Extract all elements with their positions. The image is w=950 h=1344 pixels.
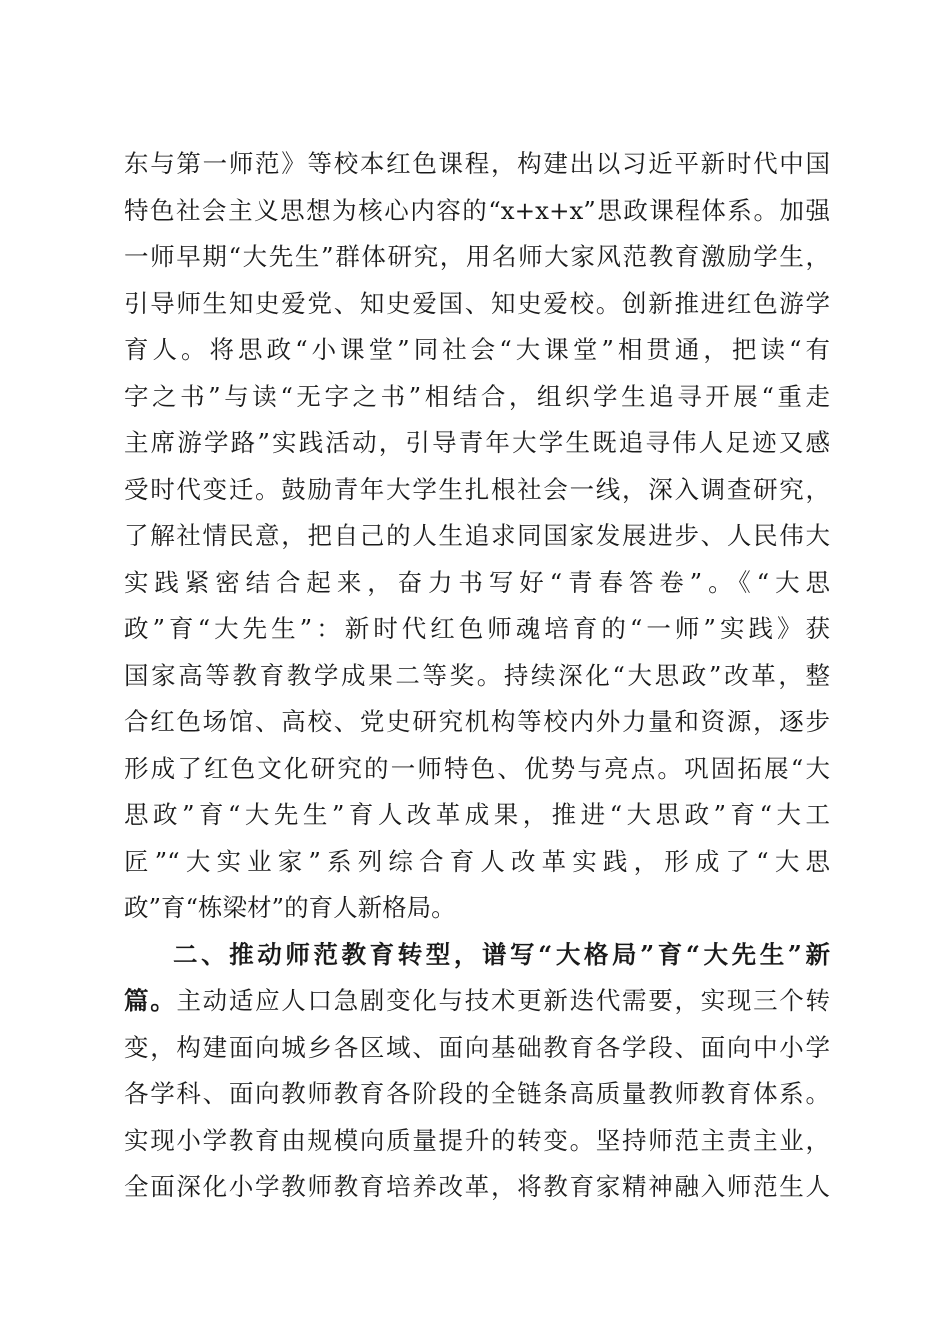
text-line: 受时代变迁。鼓励青年大学生扎根社会一线，深入调查研究， (124, 474, 830, 504)
text-line: 育人。将思政“小课堂”同社会“大课堂”相贯通，把读“有 (124, 335, 830, 364)
text-line: 政”育“大先生”：新时代红色师魂培育的“一师”实践》获 (124, 614, 830, 643)
text-line: 主席游学路”实践活动，引导青年大学生既追寻伟人足迹又感 (124, 428, 830, 457)
text-line: 实践紧密结合起来，奋力书写好“青春答卷”。《“大思 (124, 567, 830, 597)
text-line: 匠”“大实业家”系列综合育人改革实践，形成了“大思 (124, 846, 830, 876)
text-line: 合红色场馆、高校、党史研究机构等校内外力量和资源，逐步 (124, 707, 830, 736)
text-line: 特色社会主义思想为核心内容的“x+x+x”思政课程体系。加强 (124, 195, 830, 225)
text-line: 了解社情民意，把自己的人生追求同国家发展进步、人民伟大 (124, 521, 830, 550)
text-line: 一师早期“大先生”群体研究，用名师大家风范教育激励学生， (124, 242, 830, 271)
text-line: 形成了红色文化研究的一师特色、优势与亮点。巩固拓展“大 (124, 753, 830, 783)
text-line: 实现小学教育由规模向质量提升的转变。坚持师范主责主业， (124, 1125, 830, 1155)
section-heading: 二、推动师范教育转型，谱写“大格局”育“大先生”新 (173, 939, 830, 969)
body-text (124, 141, 830, 1211)
text-line (124, 978, 830, 1025)
text-line: 引导师生知史爱党、知史爱国、知史爱校。创新推进红色游学 (124, 288, 830, 318)
text-line: 思政”育“大先生”育人改革成果，推进“大思政”育“大工 (124, 800, 830, 829)
text-line: 政”育“栋梁材”的育人新格局。 (124, 893, 456, 922)
text-line: 东与第一师范》等校本红色课程，构建出以习近平新时代中国 (124, 149, 830, 178)
text-line: 字之书”与读“无字之书”相结合，组织学生追寻开展“重走 (124, 381, 830, 411)
text-line: 各学科、面向教师教育各阶段的全链条高质量教师教育体系。 (124, 1079, 830, 1108)
text-line: 国家高等教育教学成果二等奖。持续深化“大思政”改革，整 (124, 660, 830, 690)
section-heading-end: 篇。 (124, 986, 177, 1015)
text-line: 变，构建面向城乡各区域、面向基础教育各学段、面向中小学 (124, 1032, 830, 1062)
text-run: 主动适应人口急剧变化与技术更新迭代需要，实现三个转 (176, 986, 831, 1015)
text-line: 全面深化小学教师教育培养改革，将教育家精神融入师范生人 (124, 1172, 830, 1201)
